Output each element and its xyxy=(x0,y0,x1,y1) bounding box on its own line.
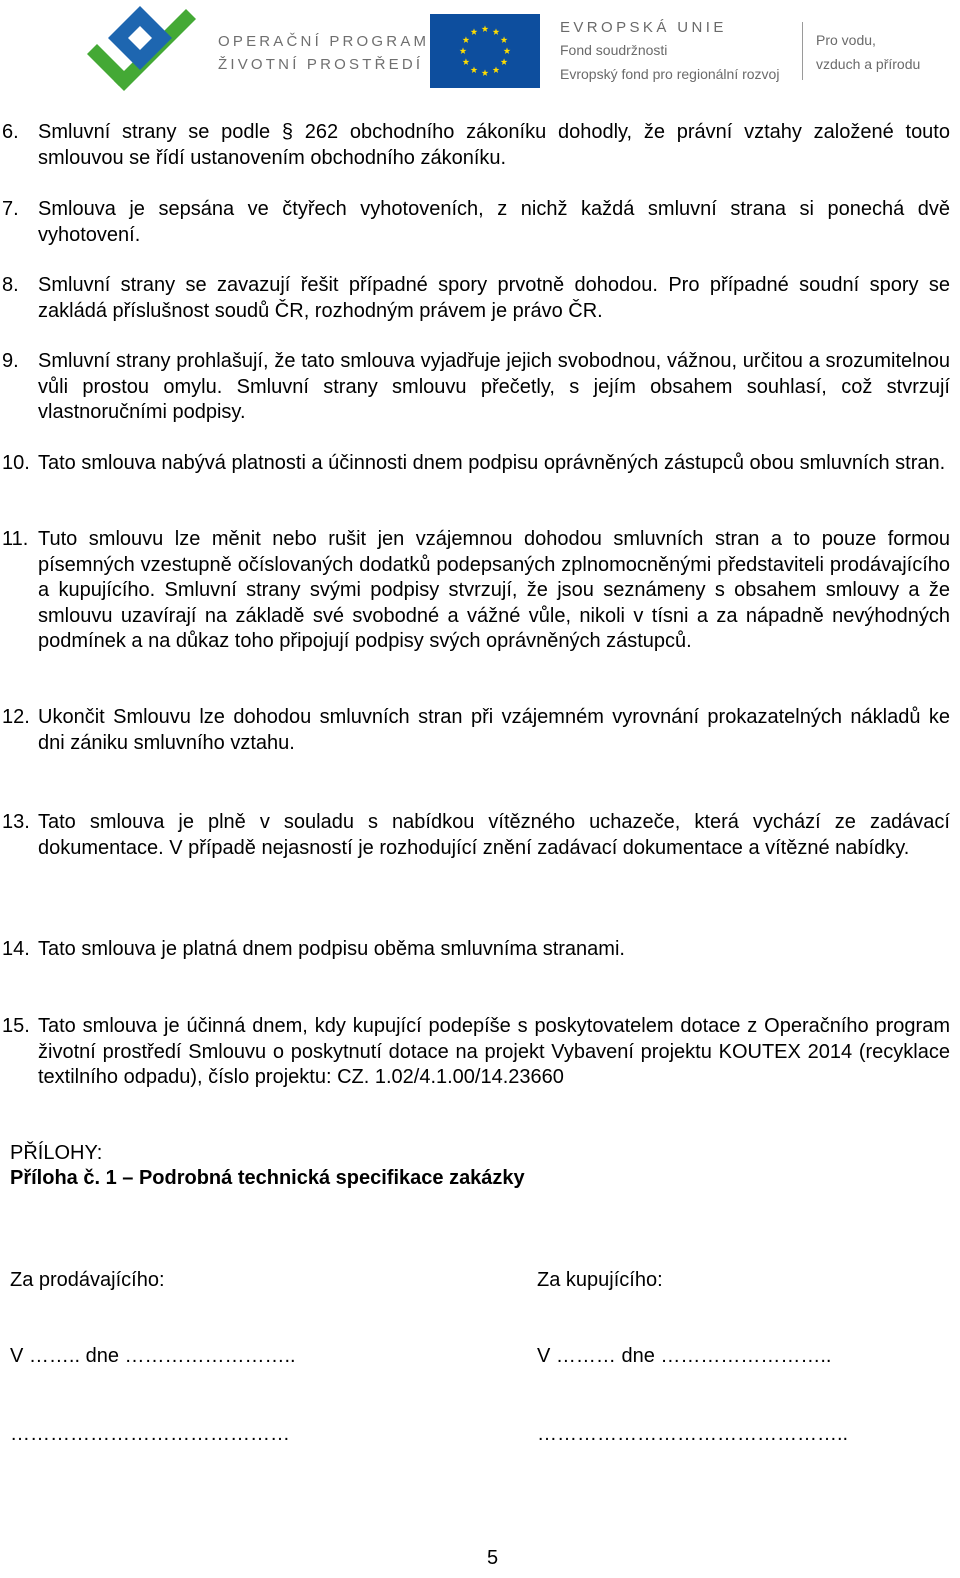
motto-line-2: vzduch a přírodu xyxy=(816,56,921,72)
clause-11 xyxy=(0,527,950,655)
eu-text-block xyxy=(560,18,779,86)
clause-number: 14. xyxy=(2,938,30,960)
clause-15 xyxy=(0,1014,950,1091)
seller-label: Za prodávajícího: xyxy=(10,1269,165,1291)
clause-7 xyxy=(0,197,950,248)
clause-number: 10. xyxy=(2,452,30,474)
clause-6 xyxy=(0,120,950,171)
clause-text: Smlouva je sepsána ve čtyřech vyhotoveních, z nichž každá smluvní strana si ponechá dvě vyhotovení. xyxy=(38,198,950,246)
seller-signature-line: …………………………………… xyxy=(10,1423,290,1445)
motto-line-1: Pro vodu, xyxy=(816,32,876,48)
clause-10 xyxy=(0,451,950,477)
buyer-label: Za kupujícího: xyxy=(537,1269,663,1291)
clause-number: 12. xyxy=(2,706,30,728)
operacni-program-logo-icon xyxy=(84,4,204,96)
clause-text: Tuto smlouvu lze měnit nebo rušit jen vzájemnou dohodou smluvních stran a to pouze formou písemných vzestupně očíslovaných dodatků podepsaných zplnomocněnými představiteli prodávajícího a kupujícího. Smluvní strany svými podpisy stvrzují, že jsou seznámeny s obsahem smlouvy a že smlouvu uzavírají na základě své svobodné a vážné vůle, nikoli v tísni a za nápadně nevýhodných podmínek a na důkaz toho připojují podpisy svých oprávněných zástupců. xyxy=(38,528,950,652)
clause-13 xyxy=(0,810,950,861)
buyer-place-date: V ……… dne …………………….. xyxy=(537,1345,832,1367)
eu-fund-1: Fond soudržnosti xyxy=(560,42,668,58)
buyer-signature-line: ……………………………………….. xyxy=(537,1423,849,1445)
header-divider xyxy=(802,22,803,80)
clause-text: Smluvní strany se zavazují řešit případné spory prvotně dohodou. Pro případné soudní spory se zakládá příslušnost soudů ČR, rozhodným právem je právo ČR. xyxy=(38,274,950,322)
clause-14 xyxy=(0,937,950,963)
eu-title: EVROPSKÁ UNIE xyxy=(560,19,727,36)
attachment-item: Příloha č. 1 – Podrobná technická specifikace zakázky xyxy=(10,1167,525,1189)
clause-text: Smluvní strany se podle § 262 obchodního zákoníku dohodly, že právní vztahy založené touto smlouvou se řídí ustanovením obchodního zákoníku. xyxy=(38,121,950,169)
clause-text: Tato smlouva nabývá platnosti a účinnosti dnem podpisu oprávněných zástupců obou smluvních stran. xyxy=(38,452,946,474)
clause-number: 6. xyxy=(2,121,19,143)
clause-text: Ukončit Smlouvu lze dohodou smluvních stran při vzájemném vyrovnání prokazatelných nákladů ke dni zániku smluvního vztahu. xyxy=(38,706,950,754)
clause-number: 9. xyxy=(2,350,19,372)
clause-number: 13. xyxy=(2,811,30,833)
clause-12 xyxy=(0,705,950,756)
clause-number: 11. xyxy=(2,528,29,550)
eu-fund-2: Evropský fond pro regionální rozvoj xyxy=(560,66,780,82)
clause-number: 15. xyxy=(2,1015,30,1037)
clause-text: Tato smlouva je platná dnem podpisu oběma smluvníma stranami. xyxy=(38,938,625,960)
clause-text: Smluvní strany prohlašují, že tato smlouva vyjadřuje jejich svobodnou, vážnou, určitou a srozumitelnou vůli prostou omylu. Smluvní strany smlouvu přečetly, s jejím obsahem souhlasí, což stvrzují vlastnoručními podpisy. xyxy=(38,350,950,423)
eu-flag-icon xyxy=(430,14,540,88)
program-line-1: OPERAČNÍ PROGRAM xyxy=(218,33,430,50)
seller-place-date: V …….. dne …………………….. xyxy=(10,1345,296,1367)
clause-text: Tato smlouva je plně v souladu s nabídkou vítězného uchazeče, která vychází ze zadávací dokumentace. V případě nejasností je rozhodující znění zadávací dokumentace a vítězné nabídky. xyxy=(38,811,950,859)
program-line-2: ŽIVOTNÍ PROSTŘEDÍ xyxy=(218,56,424,73)
page-number: 5 xyxy=(487,1547,499,1569)
motto xyxy=(816,28,920,76)
page-header xyxy=(0,0,960,100)
operacni-program-name xyxy=(218,30,429,76)
attachments-heading: PŘÍLOHY: xyxy=(10,1142,103,1164)
clause-8 xyxy=(0,273,950,324)
clause-number: 7. xyxy=(2,198,19,220)
clause-number: 8. xyxy=(2,274,19,296)
clause-text: Tato smlouva je účinná dnem, kdy kupující podepíše s poskytovatelem dotace z Operačního program životní prostředí Smlouvu o poskytnutí dotace na projekt Vybavení projektu KOUTEX 2014 (recyklace textilního odpadu), číslo projektu: CZ. 1.02/4.1.00/14.23660 xyxy=(38,1015,950,1088)
clause-9 xyxy=(0,349,950,426)
